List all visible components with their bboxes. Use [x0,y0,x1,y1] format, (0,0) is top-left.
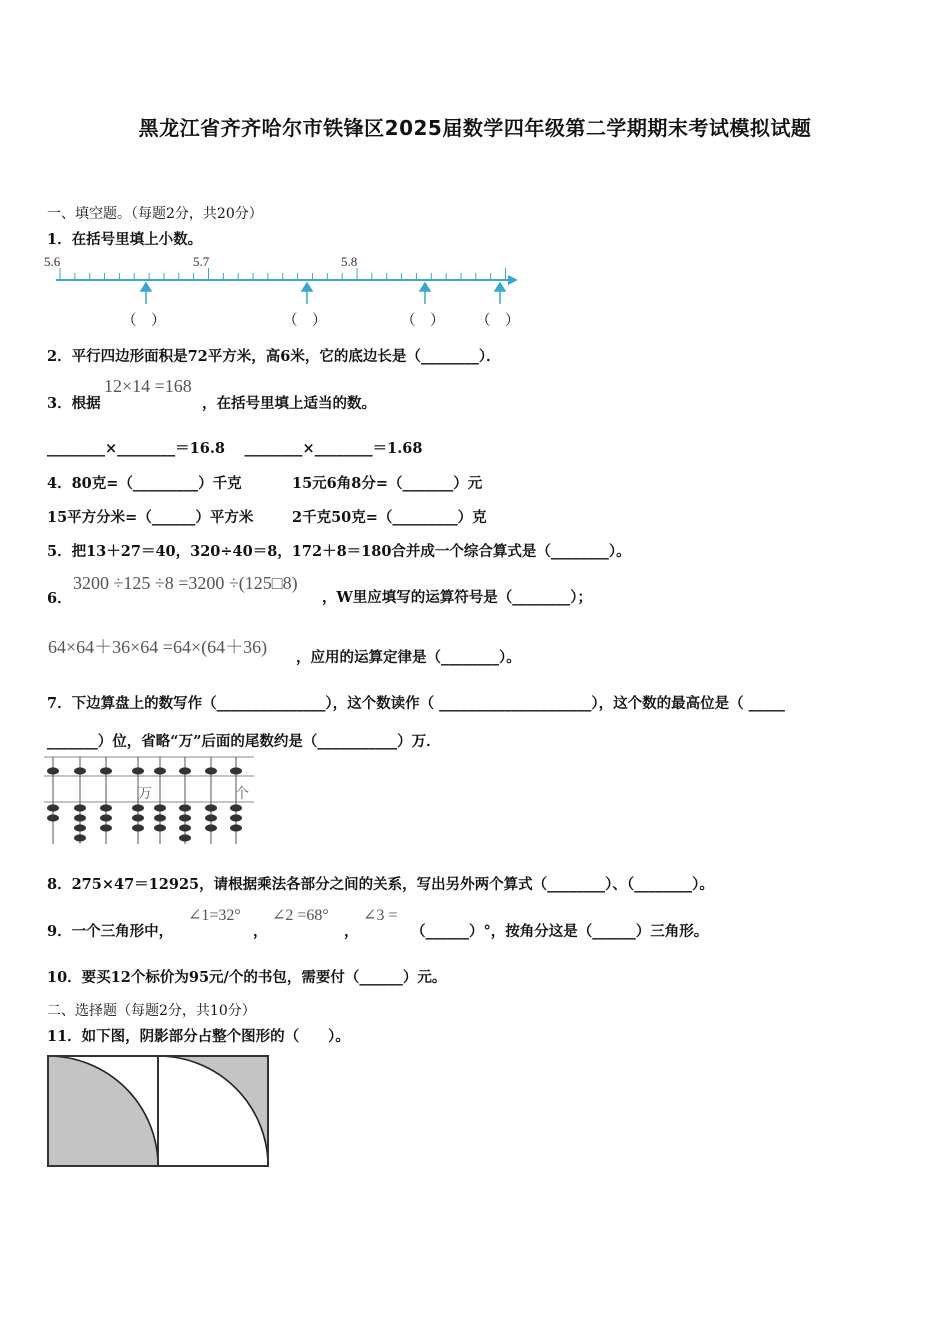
number-line [40,266,530,308]
abacus-lower-bead [100,804,112,811]
abacus-upper-bead [205,767,217,774]
question-7-line-2: _______）位，省略“万”后面的尾数约是（___________）万． [47,733,441,750]
abacus-lower-bead [205,804,217,811]
abacus-lower-bead [154,814,166,821]
question-4d: 2千克50克=（_________）克 [292,509,487,526]
tick-label-5-7: 5.7 [193,254,210,269]
tick-label-5-8: 5.8 [341,254,358,269]
question-11: 11．如下图，阴影部分占整个图形的（ ）。 [47,1028,350,1045]
separator-comma-1: ， [253,923,268,940]
abacus-lower-bead [132,804,144,811]
blank-4: （ ） [476,313,520,329]
question-4c: 15平方分米=（______）平方米 [47,509,254,526]
abacus-lower-bead [74,804,86,811]
abacus-lower-bead [205,824,217,831]
right-shaded-region [158,1056,268,1166]
abacus-lower-bead [132,814,144,821]
question-6-formula-1: 3200 ÷125 ÷8 =3200 ÷(125□8) [73,573,298,593]
blank-2: （ ） [283,313,327,329]
abacus-lower-bead [100,824,112,831]
question-2: 2．平行四边形面积是72平方米，高6米，它的底边长是（________）． [47,348,501,365]
abacus-lower-bead [205,814,217,821]
abacus-lower-bead [74,814,86,821]
abacus-upper-bead [132,767,144,774]
abacus-label-wan: 万 [138,786,152,802]
blank-3: （ ） [401,313,445,329]
abacus-lower-bead [179,824,191,831]
abacus-lower-bead [230,824,242,831]
abacus-lower-bead [100,814,112,821]
arrow-markers [141,283,505,304]
abacus-lower-bead [230,814,242,821]
abacus [44,754,256,846]
arrow-head-2-icon [302,283,312,291]
question-10: 10．要买12个标价为95元/个的书包，需要付（______）元。 [47,969,447,986]
question-3-suffix: ，在括号里填上适当的数。 [202,395,376,412]
question-6-formula-2: 64×64＋36×64 =64×(64＋36) [48,637,268,657]
question-4a: 4．80克=（_________）千克 [47,475,242,492]
section-heading-choice: 二、选择题（每题2分，共10分） [47,1003,256,1019]
abacus-lower-bead [154,824,166,831]
abacus-upper-bead [230,767,242,774]
abacus-upper-bead [74,767,86,774]
abacus-upper-bead [47,767,59,774]
shaded-figure [46,1054,270,1170]
abacus-lower-bead [154,804,166,811]
separator-comma-2: ， [344,923,359,940]
question-3-blanks: ________×________＝16.8 ________×________＝1.68 [47,440,423,457]
arrow-head-1-icon [141,283,151,291]
question-3-formula: 12×14 =168 [104,376,192,396]
abacus-lower-bead [47,804,59,811]
question-6-suffix-1: ，W里应填写的运算符号是（________）； [322,589,593,606]
question-9-suffix: （______）°，按角分这是（______）三角形。 [411,923,709,940]
question-4b: 15元6角8分=（_______）元 [292,475,483,492]
abacus-lower-bead [47,814,59,821]
abacus-lower-bead [179,804,191,811]
arrow-head-4-icon [495,283,505,291]
abacus-lower-bead [74,824,86,831]
arrow-head-3-icon [420,283,430,291]
question-6-number: 6． [47,590,72,607]
question-8: 8．275×47＝12925，请根据乘法各部分之间的关系，写出另外两个算式（________）、（________）。 [47,876,714,893]
abacus-lower-bead [74,834,86,841]
abacus-lower-bead [179,834,191,841]
abacus-lower-bead [179,814,191,821]
abacus-lower-bead [230,804,242,811]
angle-3: ∠3 = [363,907,398,924]
angle-1: ∠1=32° [188,907,241,924]
abacus-upper-bead [179,767,191,774]
question-1: 1．在括号里填上小数。 [47,231,203,248]
blank-1: （ ） [122,313,166,329]
question-7-line-1: 7．下边算盘上的数写作（_______________），这个数读作（ _____________________），这个数的最高位是（ _____ [47,695,785,712]
question-3-prefix: 3．根据 [47,395,101,412]
question-5: 5．把13＋27＝40，320÷40＝8，172＋8＝180合并成一个综合算式是（________）。 [47,543,631,560]
abacus-lower-bead [132,824,144,831]
tick-label-5-6: 5.6 [44,254,61,269]
page-title: 黑龙江省齐齐哈尔市铁锋区2025届数学四年级第二学期期末考试模拟试题 [138,116,812,140]
question-6-suffix-2: ，应用的运算定律是（________）。 [296,649,521,666]
abacus-label-ge: 个 [235,786,249,802]
section-heading-fill-blanks: 一、填空题。（每题2分，共20分） [47,206,263,222]
question-9-prefix: 9．一个三角形中， [47,923,174,940]
abacus-upper-bead [154,767,166,774]
abacus-upper-bead [100,767,112,774]
angle-2: ∠2 =68° [272,907,329,924]
